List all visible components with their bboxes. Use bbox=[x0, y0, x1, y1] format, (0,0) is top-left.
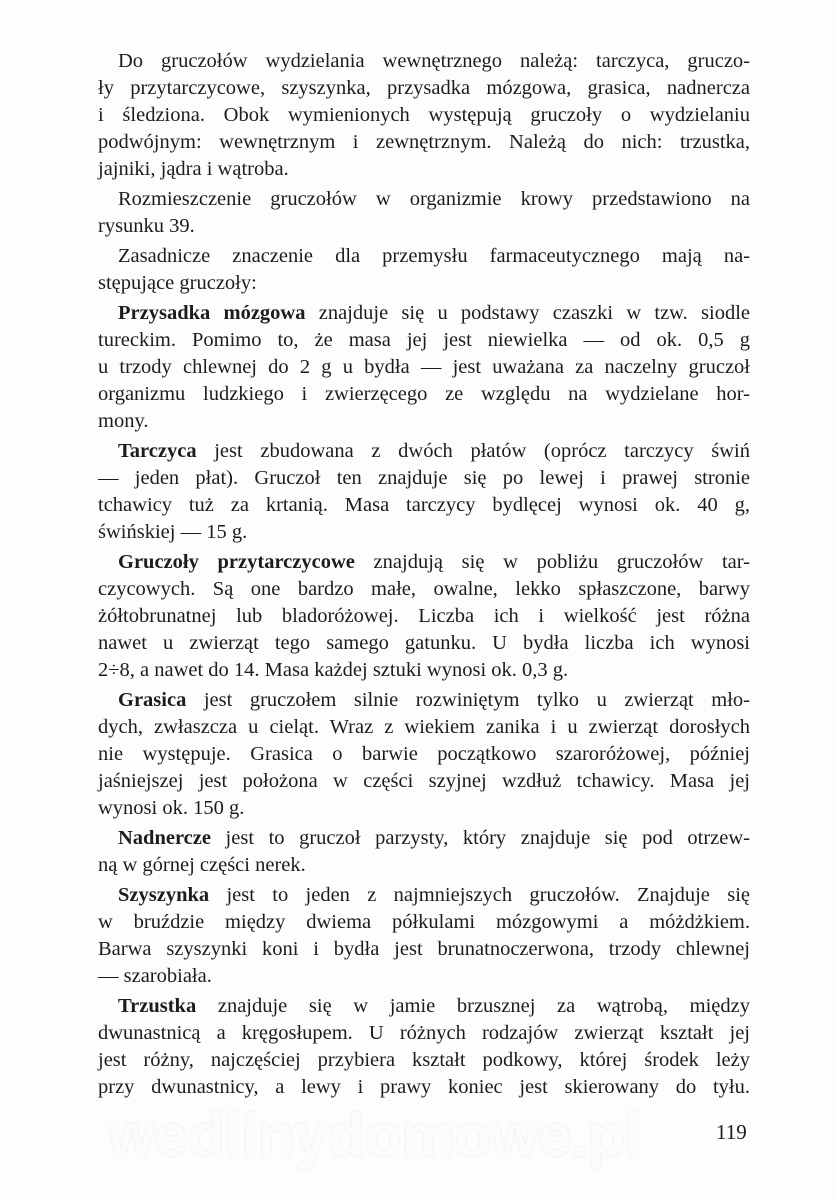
text-line bbox=[98, 768, 750, 795]
text-line bbox=[98, 243, 750, 270]
text-line bbox=[98, 687, 750, 714]
line-text: znajdują się w pobliżu gruczołów tar- bbox=[354, 551, 750, 573]
text-line bbox=[98, 438, 750, 465]
line-text: jest to gruczoł parzysty, który znajduje się pod otrzew- bbox=[210, 827, 750, 849]
text-line bbox=[98, 1047, 750, 1074]
line-text: jajniki, jądra i wątroba. bbox=[98, 158, 289, 180]
line-text: rysunku 39. bbox=[98, 215, 195, 237]
line-text: — szarobiała. bbox=[98, 965, 212, 987]
paragraph bbox=[98, 438, 750, 546]
line-text: jest to jeden z najmniejszych gruczołów. Znajduje się bbox=[209, 884, 750, 906]
paragraph bbox=[98, 993, 750, 1101]
line-text: — jeden płat). Gruczoł ten znajduje się po lewej i prawej stronie bbox=[98, 467, 750, 489]
paragraph bbox=[98, 825, 750, 879]
paragraph bbox=[98, 243, 750, 297]
line-text: ną w górnej części nerek. bbox=[98, 854, 306, 876]
paragraph bbox=[98, 882, 750, 990]
paragraph bbox=[98, 549, 750, 684]
text-line bbox=[98, 795, 750, 822]
line-text: Rozmieszczenie gruczołów w organizmie krowy przedstawiono na bbox=[118, 188, 750, 210]
text-line bbox=[98, 213, 750, 240]
line-text: wynosi ok. 150 g. bbox=[98, 797, 245, 819]
line-text: dwunastnicą a kręgosłupem. U różnych rodzajów zwierząt kształt jej bbox=[98, 1022, 750, 1044]
text-line bbox=[98, 714, 750, 741]
text-line bbox=[98, 48, 750, 75]
text-line bbox=[98, 465, 750, 492]
line-text: jest gruczołem silnie rozwiniętym tylko u zwierząt mło- bbox=[186, 689, 750, 711]
line-text: czycowych. Są one bardzo małe, owalne, lekko spłaszczone, barwy bbox=[98, 578, 750, 600]
text-line bbox=[98, 657, 750, 684]
text-line bbox=[98, 1074, 750, 1101]
line-text: nawet u zwierząt tego samego gatunku. U bydła liczba ich wynosi bbox=[98, 632, 750, 654]
text-line bbox=[98, 936, 750, 963]
line-text: tureckim. Pomimo to, że masa jej jest niewielka — od ok. 0,5 g bbox=[98, 329, 750, 351]
text-line bbox=[98, 75, 750, 102]
text-line bbox=[98, 519, 750, 546]
line-text: znajduje się u podstawy czaszki w tzw. siodle bbox=[305, 302, 750, 324]
line-text: jest zbudowana z dwóch płatów (oprócz tarczycy świń bbox=[196, 440, 750, 462]
line-text: podwójnym: wewnętrznym i zewnętrznym. Należą do nich: trzustka, bbox=[98, 131, 750, 153]
text-line bbox=[98, 186, 750, 213]
paragraph bbox=[98, 186, 750, 240]
line-text: 2÷8, a nawet do 14. Masa każdej sztuki wynosi ok. 0,3 g. bbox=[98, 659, 569, 681]
line-text: znajduje się w jamie brzusznej za wątrobą, między bbox=[196, 995, 750, 1017]
page-number: 119 bbox=[716, 1120, 747, 1144]
line-text: ły przytarczycowe, szyszynka, przysadka mózgowa, grasica, nadnercza bbox=[98, 77, 750, 99]
text-line bbox=[98, 852, 750, 879]
term-heading: Przysadka mózgowa bbox=[118, 302, 306, 324]
line-text: i śledziona. Obok wymienionych występują gruczoły o wydzielaniu bbox=[98, 104, 750, 126]
text-line bbox=[98, 993, 750, 1020]
line-text: jest różny, najczęściej przybiera kształt podkowy, której środek leży bbox=[98, 1049, 750, 1071]
text-line bbox=[98, 1020, 750, 1047]
line-text: przy dwunastnicy, a lewy i prawy koniec jest skierowany do tyłu. bbox=[98, 1076, 750, 1098]
text-line bbox=[98, 963, 750, 990]
text-line bbox=[98, 549, 750, 576]
text-line bbox=[98, 300, 750, 327]
paragraph bbox=[98, 300, 750, 435]
text-line bbox=[98, 825, 750, 852]
paragraph bbox=[98, 48, 750, 183]
line-text: stępujące gruczoły: bbox=[98, 272, 257, 294]
text-line bbox=[98, 909, 750, 936]
line-text: dych, zwłaszcza u cieląt. Wraz z wiekiem zanika i u zwierząt dorosłych bbox=[98, 716, 750, 738]
text-line bbox=[98, 630, 750, 657]
text-line bbox=[98, 156, 750, 183]
term-heading: Tarczyca bbox=[118, 440, 197, 462]
text-line bbox=[98, 741, 750, 768]
line-text: świńskiej — 15 g. bbox=[98, 521, 248, 543]
text-line bbox=[98, 381, 750, 408]
line-text: nie występuje. Grasica o barwie początkowo szaroróżowej, później bbox=[98, 743, 750, 765]
line-text: w bruździe między dwiema półkulami mózgowymi a móżdżkiem. bbox=[98, 911, 750, 933]
term-heading: Grasica bbox=[118, 689, 187, 711]
line-text: jaśniejszej jest położona w części szyjnej wzdłuż tchawicy. Masa jej bbox=[98, 770, 750, 792]
line-text: tchawicy tuż za krtanią. Masa tarczycy bydlęcej wynosi ok. 40 g, bbox=[98, 494, 750, 516]
text-line bbox=[98, 129, 750, 156]
line-text: Zasadnicze znaczenie dla przemysłu farmaceutycznego mają na- bbox=[118, 245, 750, 267]
text-line bbox=[98, 102, 750, 129]
paragraph bbox=[98, 687, 750, 822]
term-heading: Trzustka bbox=[118, 995, 197, 1017]
term-heading: Szyszynka bbox=[118, 884, 210, 906]
watermark: wedlinydomowe.pl bbox=[108, 1102, 642, 1169]
text-line bbox=[98, 576, 750, 603]
body-text bbox=[98, 48, 750, 1104]
text-line bbox=[98, 603, 750, 630]
line-text: mony. bbox=[98, 410, 149, 432]
line-text: Do gruczołów wydzielania wewnętrznego należą: tarczyca, gruczo- bbox=[118, 50, 750, 72]
text-line bbox=[98, 408, 750, 435]
text-line bbox=[98, 492, 750, 519]
line-text: u trzody chlewnej do 2 g u bydła — jest uważana za naczelny gruczoł bbox=[98, 356, 750, 378]
term-heading: Nadnercze bbox=[118, 827, 211, 849]
text-line bbox=[98, 270, 750, 297]
text-line bbox=[98, 327, 750, 354]
line-text: Barwa szyszynki koni i bydła jest brunatnoczerwona, trzody chlewnej bbox=[98, 938, 750, 960]
term-heading: Gruczoły przytarczycowe bbox=[118, 551, 355, 573]
text-line bbox=[98, 882, 750, 909]
text-line bbox=[98, 354, 750, 381]
line-text: żółtobrunatnej lub bladoróżowej. Liczba ich i wielkość jest różna bbox=[98, 605, 750, 627]
line-text: organizmu ludzkiego i zwierzęcego ze względu na wydzielane hor- bbox=[98, 383, 750, 405]
